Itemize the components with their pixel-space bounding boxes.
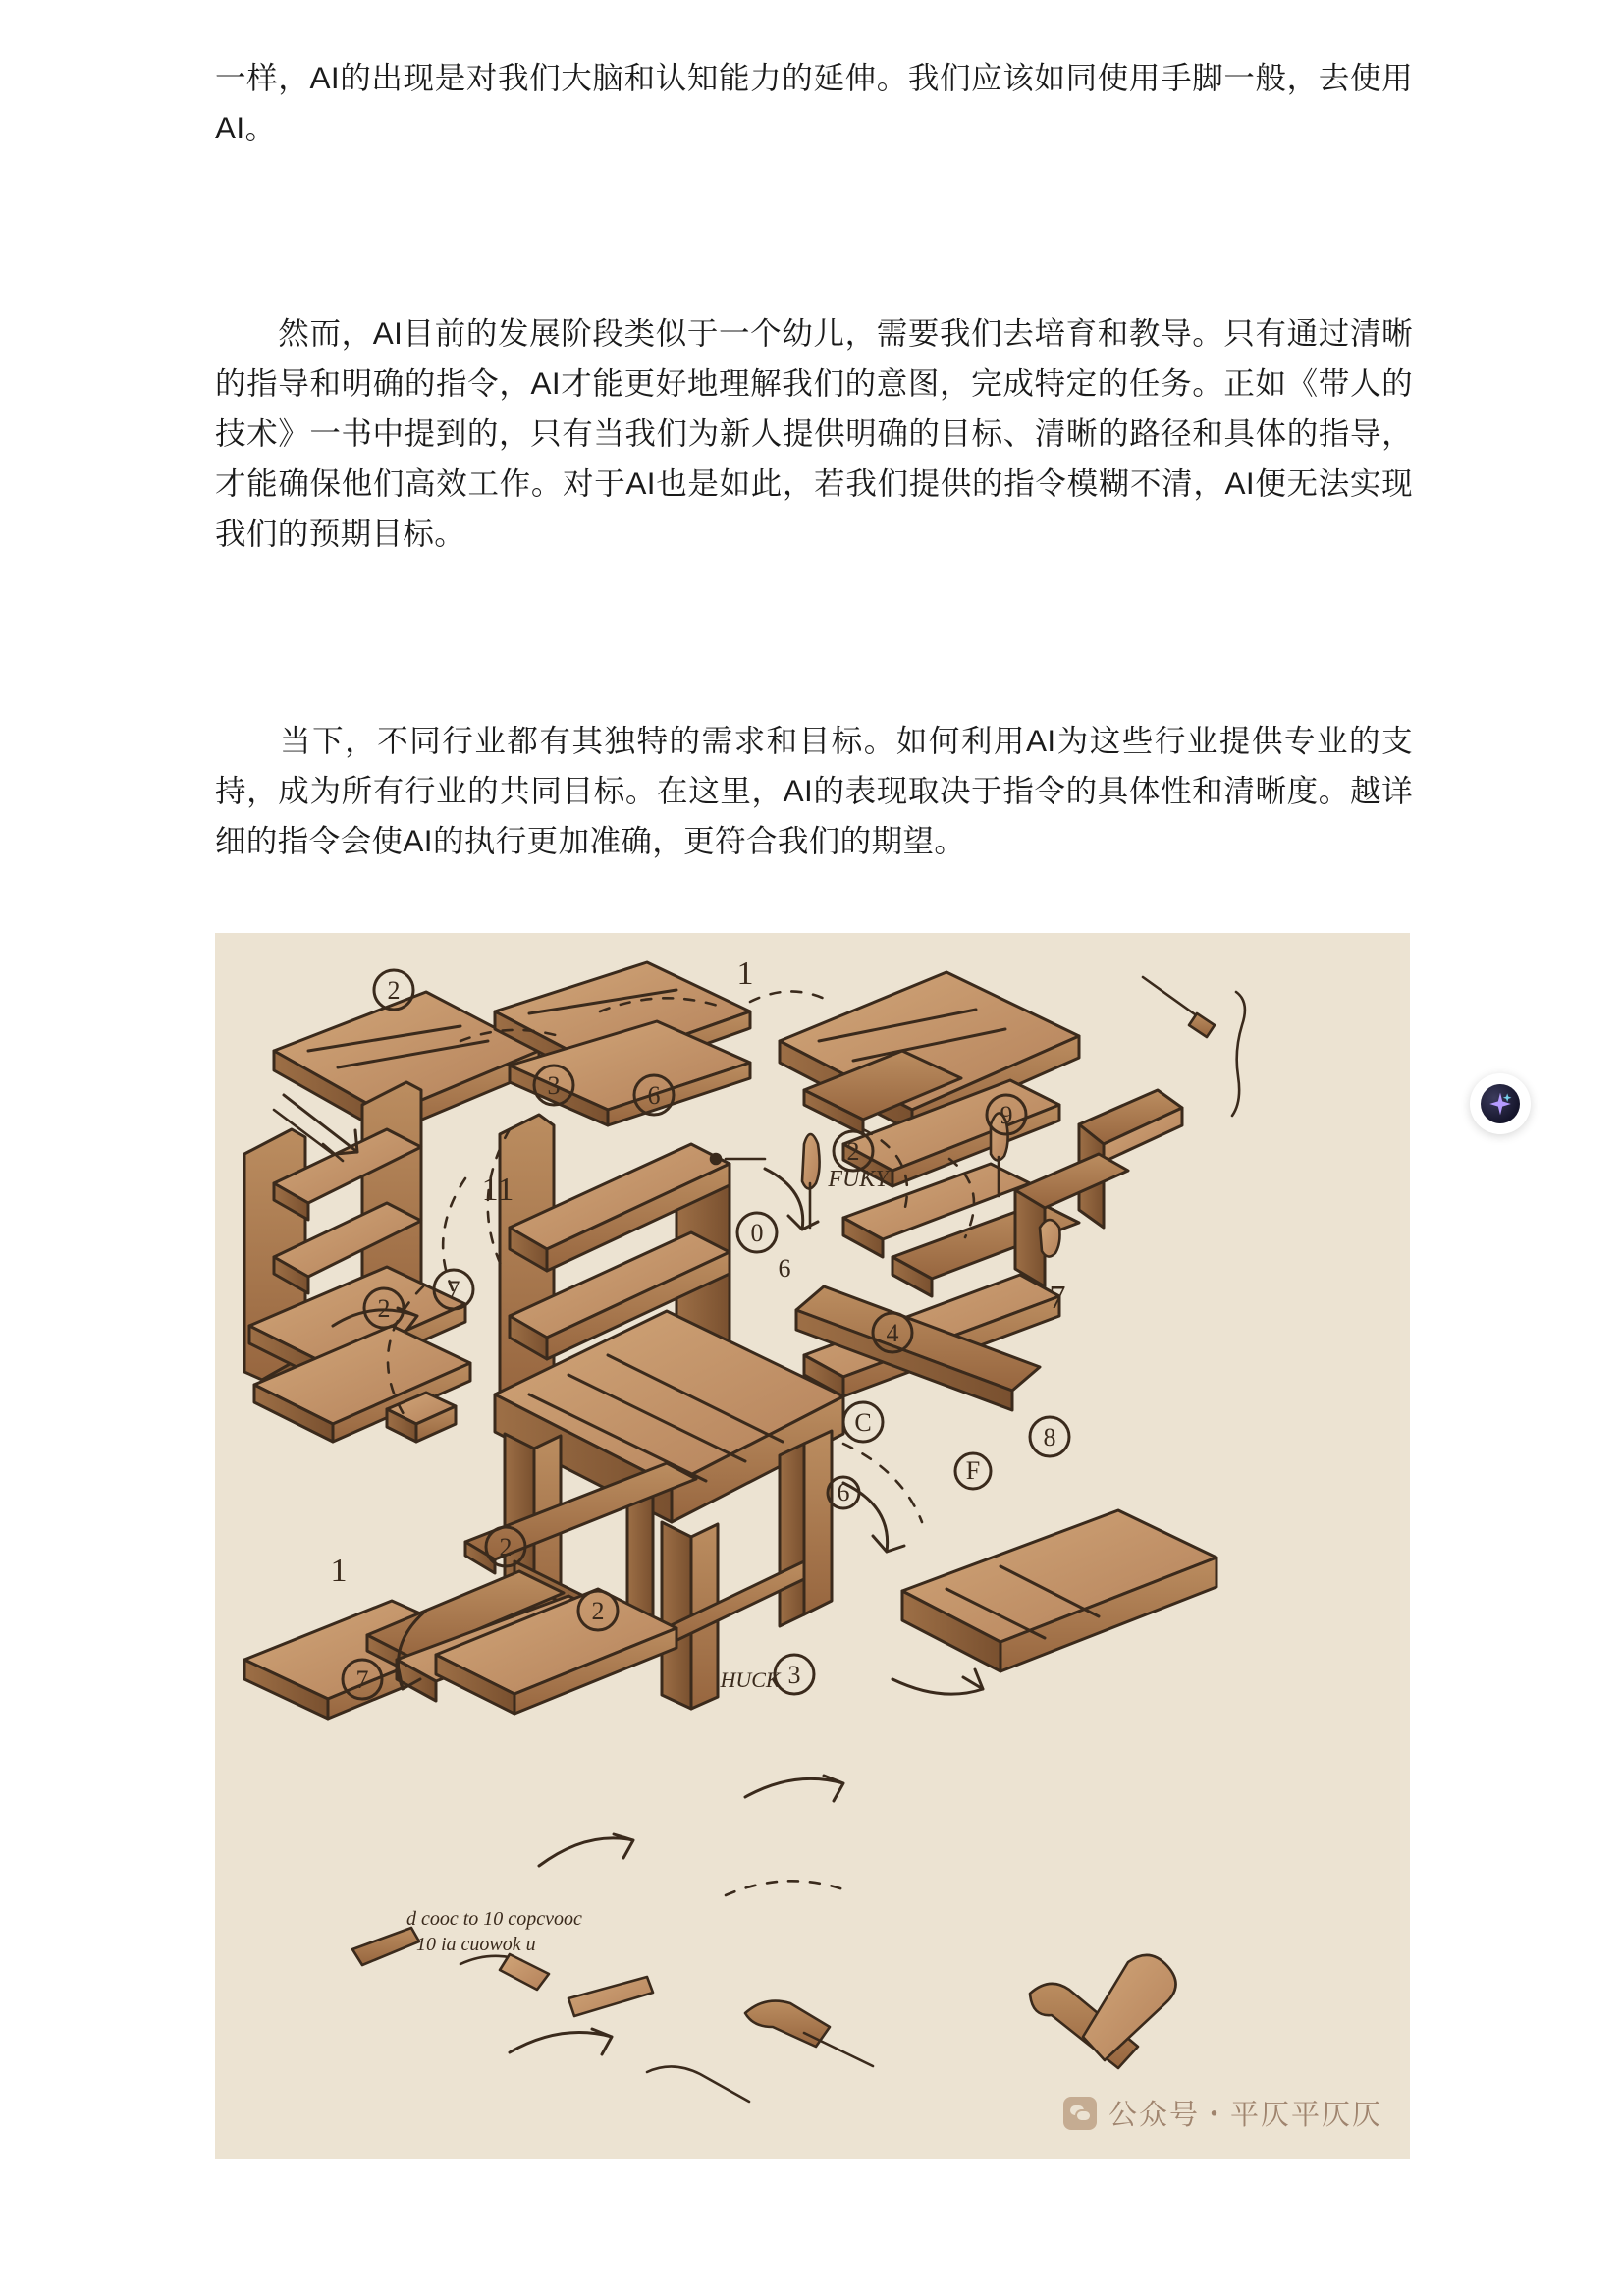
svg-text:C: C xyxy=(854,1408,872,1437)
svg-text:11: 11 xyxy=(481,1172,514,1208)
paragraph-2: 然而，AI目前的发展阶段类似于一个幼儿，需要我们去培育和教导。只有通过清晰的指导和明确的指令，AI才能更好地理解我们的意图，完成特定的任务。正如《带人的技术》一书中提到的，只有当我们为新人提供明确的目标、清晰的路径和具体的指导，才能确保他们高效工作。对于AI也是如此，若我们提供的指令模糊不清，AI便无法实现我们的预期目标。 xyxy=(215,315,1413,552)
svg-text:3: 3 xyxy=(787,1661,801,1689)
svg-text:d cooc to 10 copcvooc: d cooc to 10 copcvooc xyxy=(406,1908,582,1930)
svg-text:6: 6 xyxy=(837,1478,850,1506)
paragraph-1: 一样，AI的出现是对我们大脑和认知能力的延伸。我们应该如同使用手脚一般，去使用AI。 xyxy=(215,60,1413,146)
svg-text:10 ia cuowok u: 10 ia cuowok u xyxy=(416,1934,536,1955)
svg-text:0: 0 xyxy=(750,1219,764,1247)
svg-text:4: 4 xyxy=(886,1319,899,1347)
svg-text:7: 7 xyxy=(1049,1280,1066,1316)
ai-assistant-button[interactable] xyxy=(1470,1073,1531,1134)
svg-text:2: 2 xyxy=(387,976,401,1005)
wechat-icon xyxy=(1063,2097,1097,2130)
article-body xyxy=(215,53,1413,866)
svg-text:1: 1 xyxy=(330,1553,348,1589)
svg-text:9: 9 xyxy=(1000,1101,1013,1129)
paragraph-3: 当下，不同行业都有其独特的需求和目标。如何利用AI为这些行业提供专业的支持，成为所有行业的共同目标。在这里，AI的表现取决于指令的具体性和清晰度。越详细的指令会使AI的执行更加准确，更符合我们的期望。 xyxy=(215,723,1413,859)
figure-watermark xyxy=(1063,2093,1382,2133)
svg-text:6: 6 xyxy=(647,1081,661,1110)
svg-text:FUKY: FUKY xyxy=(828,1167,889,1192)
sparkle-icon xyxy=(1481,1084,1520,1123)
svg-text:F: F xyxy=(965,1456,981,1485)
svg-text:3: 3 xyxy=(547,1071,561,1100)
figure-chair-assembly-diagram xyxy=(215,933,1410,2159)
svg-text:2: 2 xyxy=(499,1533,513,1561)
svg-text:7: 7 xyxy=(355,1666,369,1694)
svg-text:1: 1 xyxy=(736,956,754,992)
svg-text:6: 6 xyxy=(778,1254,791,1283)
svg-text:2: 2 xyxy=(591,1597,605,1625)
chair-exploded-illustration xyxy=(215,933,1410,2159)
svg-text:7: 7 xyxy=(447,1276,460,1304)
watermark-text: 公众号・平仄平仄仄 xyxy=(1108,2100,1382,2131)
svg-text:8: 8 xyxy=(1043,1423,1056,1451)
svg-text:2: 2 xyxy=(377,1294,391,1323)
svg-text:HUCK: HUCK xyxy=(720,1667,781,1692)
svg-text:2: 2 xyxy=(846,1137,860,1166)
